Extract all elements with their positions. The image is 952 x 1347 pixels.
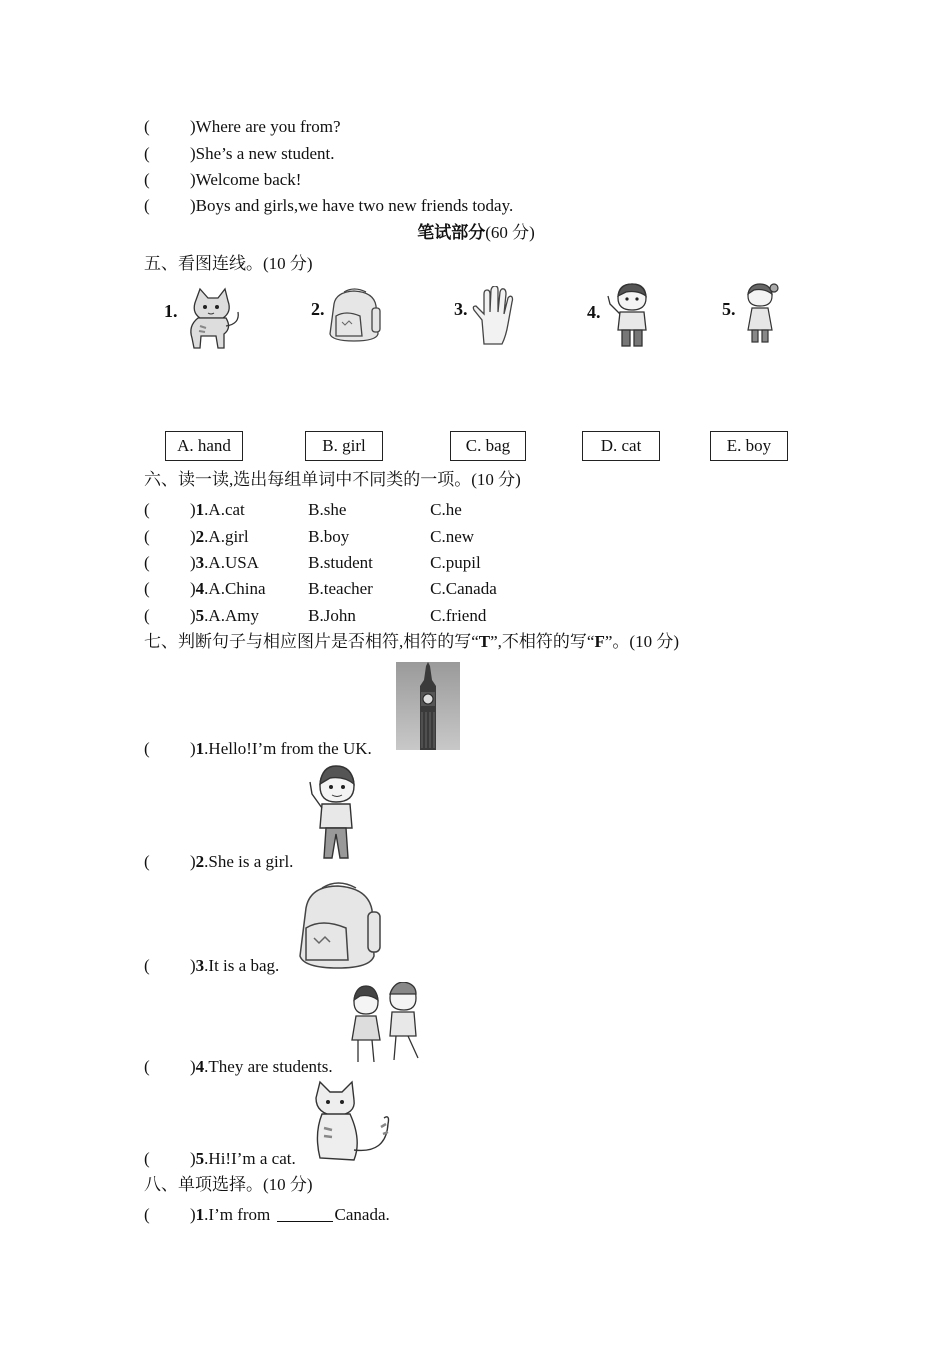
answer-paren[interactable]: ( [144,170,150,189]
section6-heading: 六、读一读,选出每组单词中不同类的一项。(10 分) [144,470,521,489]
girl-icon [740,282,780,346]
picture-number-5: 5. [722,299,736,319]
answer-paren[interactable]: ( [144,1149,150,1168]
cat-icon [178,286,246,350]
boy-icon [604,282,656,350]
picture-number-2: 2. [311,299,325,319]
listening-item-1: ( )Where are you from? [144,117,341,136]
answer-paren[interactable]: ( [144,1057,150,1076]
students-icon [348,982,428,1072]
listening-item-4: ( )Boys and girls,we have two new friends today. [144,196,514,215]
answer-paren[interactable]: ( [144,606,150,625]
fill-blank[interactable] [277,1205,333,1222]
bag-icon [324,286,384,344]
picture-number-3: 3. [454,299,468,319]
school-bag-icon [292,878,382,970]
word-group-5: ( )5.A.Amy B.John C.friend [144,606,487,625]
sentence-text: Welcome back! [195,170,302,189]
judge-item-5: ( )5.Hi!I’m a cat. [144,1149,296,1168]
answer-paren[interactable]: ( [144,527,150,546]
big-ben-icon [396,662,460,750]
word-group-4: ( )4.A.China B.teacher C.Canada [144,579,497,598]
answer-paren[interactable]: ( [144,739,150,758]
answer-paren[interactable]: ( [144,500,150,519]
sitting-cat-icon [306,1080,394,1164]
answer-paren[interactable]: ( [144,852,150,871]
answer-paren[interactable]: ( [144,553,150,572]
word-group-3: ( )3.A.USA B.student C.pupil [144,553,481,572]
choice-item-1: ( )1.I’m from Canada. [144,1205,390,1224]
option-box-b[interactable]: B. girl [305,431,383,461]
option-box-e[interactable]: E. boy [710,431,788,461]
word-group-2: ( )2.A.girl B.boy C.new [144,527,475,546]
answer-paren[interactable]: ( [144,144,150,163]
sentence-text: Where are you from? [195,117,341,136]
listening-item-2: ( )She’s a new student. [144,144,335,163]
judge-item-3: ( )3.It is a bag. [144,956,280,975]
judge-item-1: ( )1.Hello!I’m from the UK. [144,739,372,758]
answer-paren[interactable]: ( [144,1205,150,1224]
picture-number-4: 4. [587,302,601,322]
listening-item-3: ( )Welcome back! [144,170,302,189]
hand-icon [470,286,520,348]
option-box-c[interactable]: C. bag [450,431,526,461]
section7-heading: 七、判断句子与相应图片是否相符,相符的写“T”,不相符的写“F”。(10 分) [144,632,679,651]
sentence-text: She’s a new student. [195,144,335,163]
written-part-title: 笔试部分(60 分) [417,223,535,242]
option-box-a[interactable]: A. hand [165,431,243,461]
answer-paren[interactable]: ( [144,117,150,136]
boy-waving-icon [304,764,360,864]
section8-heading: 八、单项选择。(10 分) [144,1175,313,1194]
judge-item-2: ( )2.She is a girl. [144,852,294,871]
answer-paren[interactable]: ( [144,579,150,598]
word-group-1: ( )1.A.cat B.she C.he [144,500,462,519]
section5-heading: 五、看图连线。(10 分) [144,254,313,273]
judge-item-4: ( )4.They are students. [144,1057,333,1076]
answer-paren[interactable]: ( [144,196,150,215]
option-box-d[interactable]: D. cat [582,431,660,461]
picture-number-1: 1. [164,301,178,321]
answer-paren[interactable]: ( [144,956,150,975]
sentence-text: Boys and girls,we have two new friends today. [195,196,514,215]
